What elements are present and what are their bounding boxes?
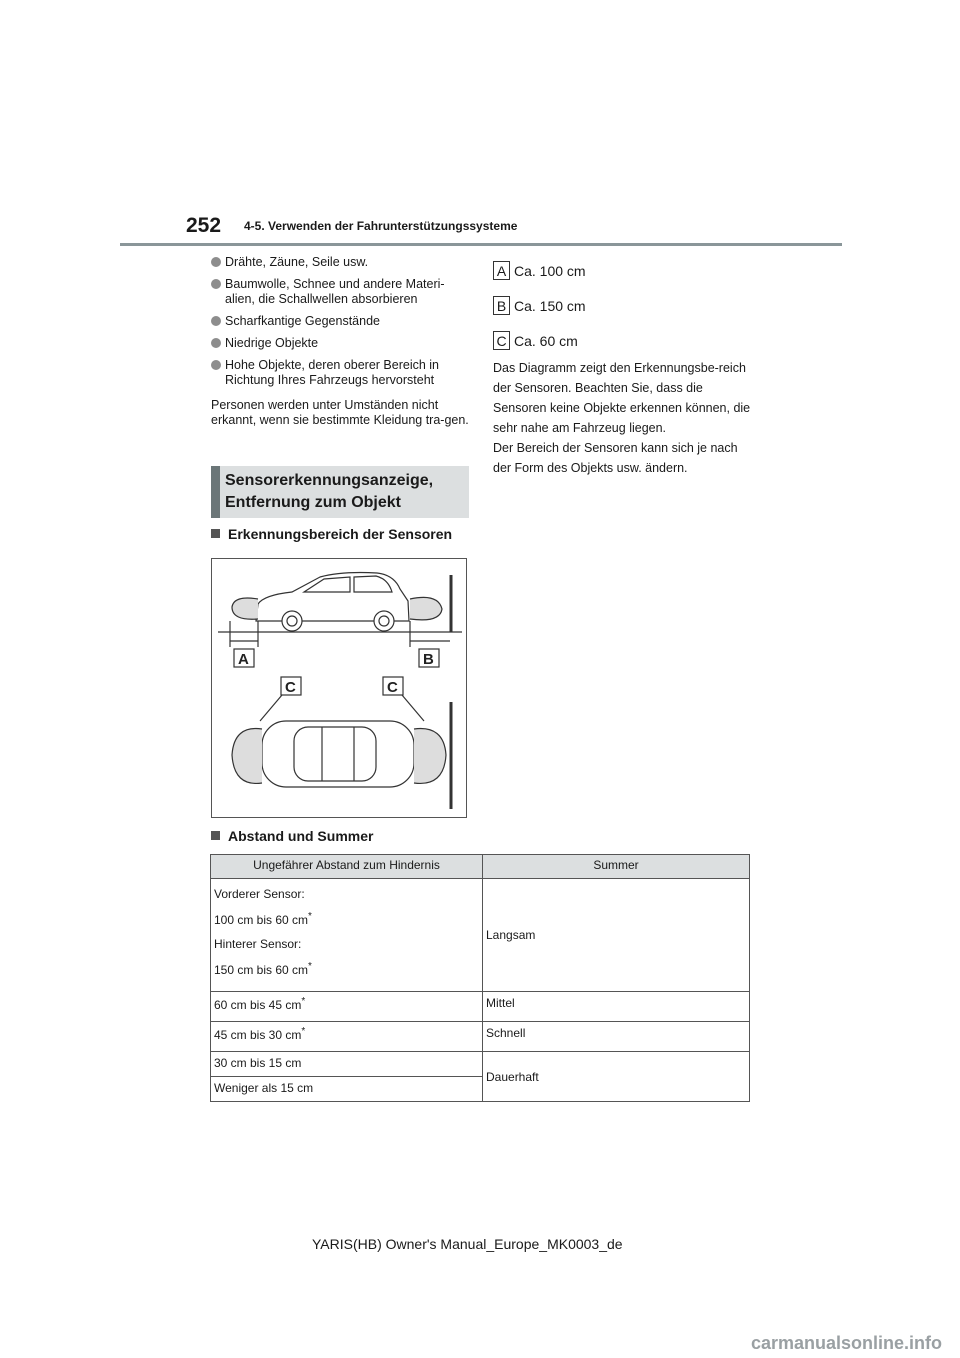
note-paragraph: Personen werden unter Umständen nicht erkannt, wenn sie bestimmte Kleidung tra-gen. [211, 398, 469, 427]
table-header-row [211, 855, 750, 879]
table-cell: 45 cm bis 30 cm* [211, 1022, 483, 1052]
table-row [211, 1022, 750, 1052]
bullet-dot-icon [211, 279, 221, 289]
buzzer-table [210, 854, 750, 1102]
section-title: 4-5. Verwenden der Fahrunterstützungssysteme [244, 219, 518, 233]
table-cell: Dauerhaft [483, 1052, 750, 1102]
table-header: Ungefährer Abstand zum Hindernis [211, 855, 483, 879]
watermark: carmanualsonline.info [750, 1333, 942, 1353]
square-bullet-icon [211, 529, 220, 538]
label-b: B [423, 651, 434, 668]
bullet-item: Scharfkantige Gegenstände [211, 314, 473, 329]
bullet-item: Drähte, Zäune, Seile usw. [211, 255, 473, 270]
table-header: Summer [483, 855, 750, 879]
section-heading: Sensorerkennungsanzeige, Entfernung zum Objekt [225, 472, 434, 511]
sensor-diagram-svg [212, 559, 466, 817]
sensor-range-diagram [211, 558, 467, 818]
table-cell: Mittel [483, 992, 750, 1022]
bullet-dot-icon [211, 316, 221, 326]
subhead-detection: Erkennungsbereich der Sensoren [211, 526, 452, 542]
bullet-dot-icon [211, 360, 221, 370]
bullet-item: Hohe Objekte, deren oberer Bereich in Richtung Ihres Fahrzeugs hervorsteht [211, 358, 473, 388]
bullet-item: Niedrige Objekte [211, 336, 473, 351]
table-cell: Langsam [483, 879, 750, 992]
legend-key: A [493, 261, 510, 280]
bullet-dot-icon [211, 257, 221, 267]
heading-bar [211, 466, 220, 518]
bullet-item: Baumwolle, Schnee und andere Materi-alien, die Schallwellen absorbieren [211, 277, 473, 307]
table-row [211, 992, 750, 1022]
table-cell: Vorderer Sensor: 100 cm bis 60 cm* Hinterer Sensor: 150 cm bis 60 cm* [211, 879, 483, 992]
table-cell: 60 cm bis 45 cm* [211, 992, 483, 1022]
header-rule [120, 243, 842, 246]
section-heading-box [211, 466, 469, 518]
table-cell: Weniger als 15 cm [211, 1077, 483, 1102]
table-cell: 30 cm bis 15 cm [211, 1052, 483, 1077]
range-note: Der Bereich der Sensoren kann sich je nach der Form des Objekts usw. ändern. [493, 441, 738, 475]
square-bullet-icon [211, 831, 220, 840]
label-c-right: C [387, 679, 398, 696]
page-number: 252 [186, 214, 222, 237]
table-row [211, 879, 750, 992]
legend-key: B [493, 296, 510, 315]
legend-item-b: B Ca. 150 cm [493, 296, 586, 315]
diagram-description: Das Diagramm zeigt den Erkennungsbe-reich der Sensoren. Beachten Sie, dass die Sensoren keine Objekte erkennen können, die sehr nahe am Fahrzeug liegen. [493, 361, 751, 435]
footer-text: YARIS(HB) Owner's Manual_Europe_MK0003_de [312, 1236, 623, 1252]
bullet-dot-icon [211, 338, 221, 348]
table-cell: Schnell [483, 1022, 750, 1052]
legend-key: C [493, 331, 510, 350]
legend-item-a: A Ca. 100 cm [493, 261, 586, 280]
subhead-distance: Abstand und Summer [211, 828, 373, 844]
label-c-left: C [285, 679, 296, 696]
legend-item-c: C Ca. 60 cm [493, 331, 578, 350]
label-a: A [238, 651, 249, 668]
table-row [211, 1052, 750, 1077]
bullet-list [211, 255, 473, 395]
